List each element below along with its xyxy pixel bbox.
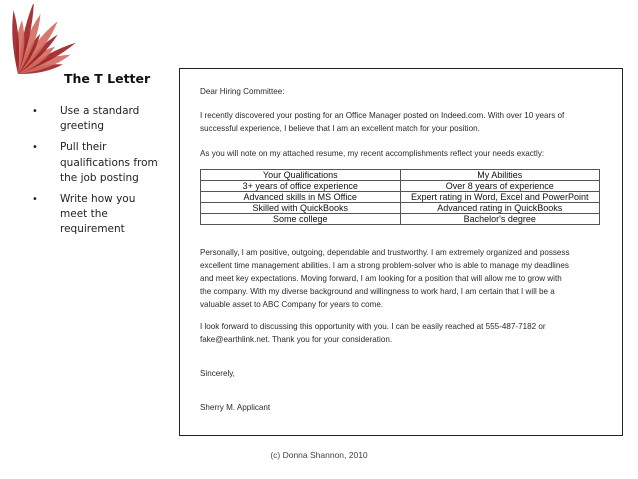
logo-leaf — [12, 10, 19, 74]
table-cell: Skilled with QuickBooks — [201, 203, 401, 214]
bullet-line: greeting — [60, 120, 105, 133]
table-row — [201, 214, 600, 225]
bullet-line: requirement — [60, 223, 125, 236]
bullet-line: meet the — [60, 208, 108, 221]
table-header: My Abilities — [400, 170, 600, 181]
bullet-item — [32, 192, 162, 238]
table-header-row — [201, 170, 600, 181]
letter-body-line: valuable asset to ABC Company for years to come. — [200, 300, 384, 309]
table-row — [201, 203, 600, 214]
bullet-line: Write how you — [60, 193, 136, 206]
letter-lead-in: As you will note on my attached resume, my recent accomplishments reflect your needs exactly: — [200, 149, 545, 158]
bullet-item — [32, 104, 162, 134]
bullet-marker: • — [32, 142, 38, 154]
copyright-footer: (c) Donna Shannon, 2010 — [270, 450, 368, 460]
table-cell: Some college — [201, 214, 401, 225]
letter-signature: Sherry M. Applicant — [200, 403, 271, 412]
letter-closing-line: fake@earthlink.net. Thank you for your consideration. — [200, 335, 393, 344]
bullet-item — [32, 140, 162, 186]
table-cell: Bachelor's degree — [400, 214, 600, 225]
bullet-list — [32, 104, 162, 244]
table-row — [201, 192, 600, 203]
letter-intro-line: I recently discovered your posting for an Office Manager posted on Indeed.com. With over 10 years of — [200, 111, 565, 120]
bullet-marker: • — [32, 194, 38, 206]
table-header: Your Qualifications — [201, 170, 401, 181]
table-cell: Over 8 years of experience — [400, 181, 600, 192]
letter-body-line: Personally, I am positive, outgoing, dependable and trustworthy. I am extremely organized and possess — [200, 248, 570, 257]
bullet-line: the job posting — [60, 171, 139, 184]
letter-image — [179, 68, 623, 436]
letter-body-line: and meet key expectations. Moving forward, I am looking for a position that will allow me to grow with — [200, 274, 562, 283]
slide-title: The T Letter — [64, 71, 151, 86]
letter-body-line: excellent time management abilities. I am a strong problem-solver who is able to manage my deadlines — [200, 261, 569, 270]
qualifications-table — [200, 169, 600, 225]
bullet-line: Pull their — [60, 141, 107, 154]
table-cell: Expert rating in Word, Excel and PowerPoint — [400, 192, 600, 203]
letter-body-line: the company. With my diverse background and willingness to work hard, I am certain that I will be a — [200, 287, 555, 296]
bullet-line: qualifications from — [60, 156, 158, 169]
letter-salutation: Dear Hiring Committee: — [200, 87, 285, 96]
table-cell: Advanced skills in MS Office — [201, 192, 401, 203]
table-cell: Advanced rating in QuickBooks — [400, 203, 600, 214]
fan-leaf-logo-icon — [8, 4, 128, 76]
table-cell: 3+ years of office experience — [201, 181, 401, 192]
bullet-line: Use a standard — [60, 105, 140, 117]
bullet-marker: • — [32, 106, 38, 117]
table-row — [201, 181, 600, 192]
letter-closing-line: I look forward to discussing this opportunity with you. I can be easily reached at 555-487-7182 or — [200, 322, 546, 331]
letter-intro-line: successful experience, I believe that I am an excellent match for your position. — [200, 124, 480, 133]
letter-signoff: Sincerely, — [200, 369, 235, 378]
